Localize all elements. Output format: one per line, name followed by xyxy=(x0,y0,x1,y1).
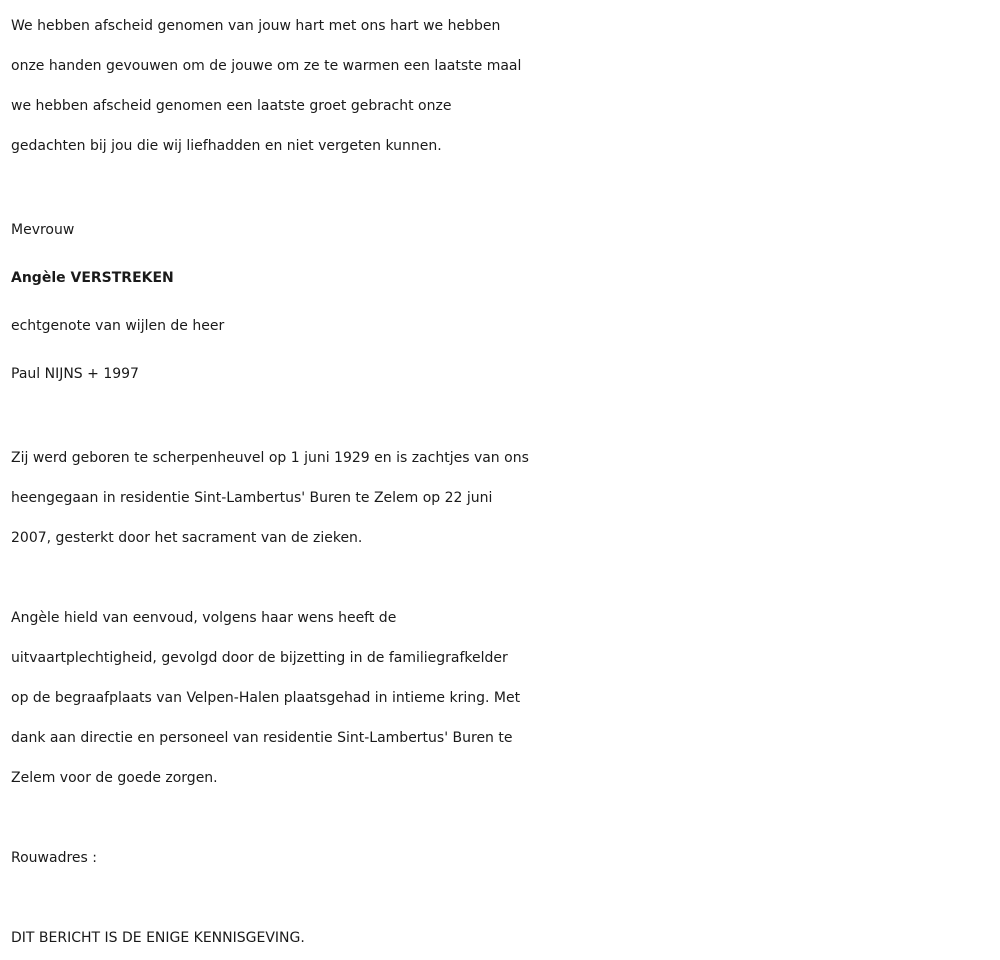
announcement-line: 2007, gesterkt door het sacrament van de zieken. xyxy=(11,530,363,546)
poem-line: We hebben afscheid genomen van jouw hart met ons hart we hebben xyxy=(11,18,501,34)
announcement-line: Zij werd geboren te scherpenheuvel op 1 juni 1929 en is zachtjes van ons xyxy=(11,450,529,466)
spacer xyxy=(11,166,996,206)
poem-line: gedachten bij jou die wij liefhadden en niet vergeten kunnen. xyxy=(11,138,442,154)
funeral-line: Angèle hield van eenvoud, volgens haar wens heeft de xyxy=(11,610,397,626)
funeral-line: dank aan directie en personeel van residentie Sint-Lambertus' Buren te xyxy=(11,730,513,746)
honorific: Mevrouw xyxy=(11,222,75,238)
funeral-paragraph xyxy=(11,598,996,798)
funeral-line: op de begraafplaats van Velpen-Halen plaatsgehad in intieme kring. Met xyxy=(11,690,521,706)
announcement-line: heengegaan in residentie Sint-Lambertus' Buren te Zelem op 22 juni xyxy=(11,490,493,506)
deceased-block xyxy=(11,206,996,398)
deceased-name: Angèle VERSTREKEN xyxy=(11,270,174,286)
poem-line: onze handen gevouwen om de jouwe om ze te warmen een laatste maal xyxy=(11,58,522,74)
poem-line: we hebben afscheid genomen een laatste groet gebracht onze xyxy=(11,98,452,114)
relation-text: echtgenote van wijlen de heer xyxy=(11,318,225,334)
spouse-name: Paul NIJNS + 1997 xyxy=(11,366,139,382)
obituary-document xyxy=(11,6,996,958)
mourning-address-label: Rouwadres : xyxy=(11,850,97,866)
poem xyxy=(11,6,996,166)
funeral-line: uitvaartplechtigheid, gevolgd door de bijzetting in de familiegrafkelder xyxy=(11,650,508,666)
spacer xyxy=(11,878,996,918)
spacer xyxy=(11,798,996,838)
spacer xyxy=(11,558,996,598)
announcement-paragraph xyxy=(11,438,996,558)
funeral-line: Zelem voor de goede zorgen. xyxy=(11,770,218,786)
spacer xyxy=(11,398,996,438)
closing-notice: DIT BERICHT IS DE ENIGE KENNISGEVING. xyxy=(11,930,305,946)
